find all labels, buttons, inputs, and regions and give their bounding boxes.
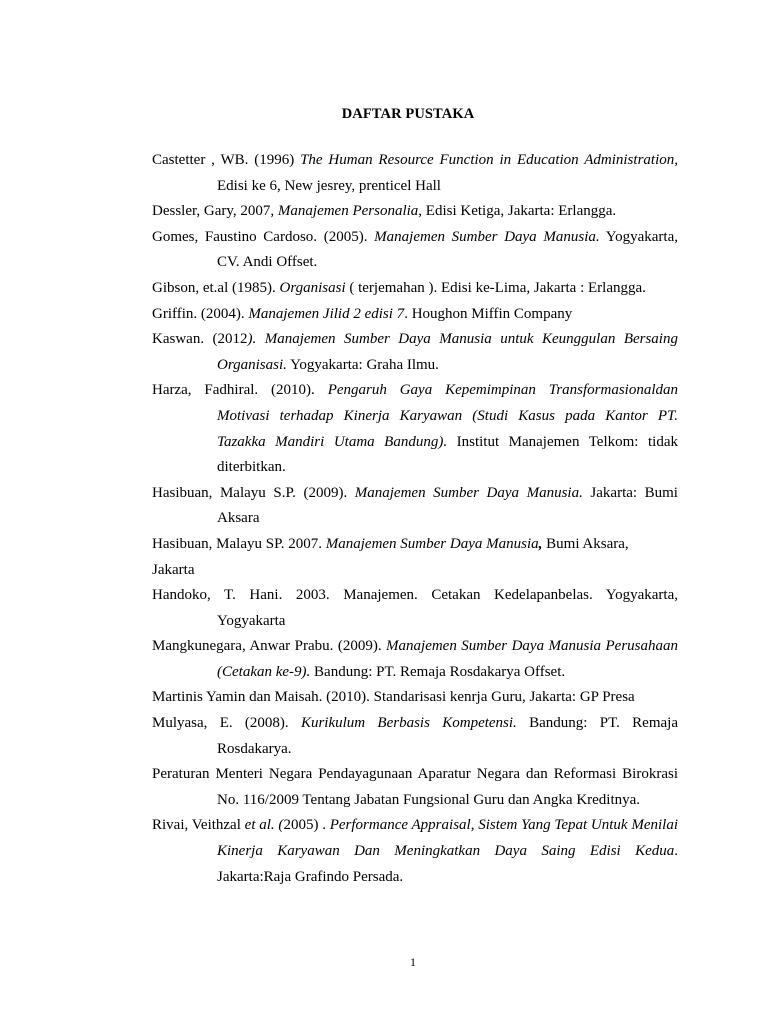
reference-text: Hasibuan, Malayu S.P. (2009). (152, 484, 355, 501)
reference-title: Manajemen Sumber Daya Manusia. (374, 228, 600, 245)
reference-item (152, 583, 678, 634)
reference-text: , (538, 535, 543, 552)
reference-text: Bumi Aksara, (542, 535, 629, 552)
reference-title: ). Manajemen Sumber Daya Manusia untuk Keunggulan Bersaing Organisasi. (217, 331, 678, 373)
reference-item (152, 302, 678, 328)
reference-text: Gomes, Faustino Cardoso. (2005). (152, 228, 375, 245)
reference-item (152, 532, 678, 558)
reference-item (152, 711, 678, 762)
reference-text: Bandung: PT. Remaja Rosdakarya. (217, 715, 678, 757)
reference-item (152, 762, 678, 813)
reference-item (152, 813, 678, 890)
reference-text: Yogyakarta: Graha Ilmu. (286, 356, 439, 373)
reference-item (152, 327, 678, 378)
reference-item (152, 148, 678, 199)
reference-list (152, 148, 678, 890)
reference-title: The Human Resource Function in Education Administration (300, 152, 675, 168)
reference-text: Handoko, T. Hani. 2003. Manajemen. Cetakan Kedelapanbelas. Yogyakarta, Yogyakarta (152, 587, 678, 629)
reference-item (152, 481, 678, 532)
reference-text: 2005) . (283, 817, 330, 834)
reference-text: Dessler, Gary, 2007, (152, 203, 278, 220)
reference-item (152, 225, 678, 276)
reference-text: Hasibuan, Malayu SP. 2007. (152, 535, 326, 552)
reference-text: , Edisi Ketiga, Jakarta: Erlangga. (418, 203, 617, 220)
reference-text: Griffin. (2004). (152, 305, 249, 322)
reference-title: Kurikulum Berbasis Kompetensi. (300, 715, 517, 732)
reference-text: Kaswan. (2012 (152, 331, 248, 348)
reference-text: Yogyakarta, CV. Andi Offset. (217, 228, 678, 271)
reference-text: Jakarta (152, 561, 195, 578)
reference-item (152, 199, 678, 225)
reference-text: Gibson, et.al (1985). (152, 279, 280, 296)
reference-title: Pengaruh Gaya Kepemimpinan Transformasionaldan Motivasi terhadap Kinerja Karyawan (Studi Kasus pada Kantor PT. Tazakka Mandiri Utama Bandung). (217, 382, 679, 450)
reference-title: Manajemen Sumber Daya Manusia (325, 535, 539, 552)
reference-item (152, 378, 678, 480)
reference-text: ( terjemahan ). Edisi ke-Lima, Jakarta : Erlangga. (345, 279, 646, 296)
reference-title: Manajemen Jilid 2 edisi 7 (248, 305, 405, 322)
reference-continuation (152, 558, 678, 584)
reference-text: Rivai, Veithzal (152, 817, 245, 834)
reference-title: Manajemen Sumber Daya Manusia Perusahaan (Cetakan ke-9). (217, 638, 678, 680)
reference-text: Jakarta: Bumi Aksara (217, 484, 678, 527)
reference-item (152, 634, 678, 685)
reference-text: Bandung: PT. Remaja Rosdakarya Offset. (310, 663, 566, 680)
reference-text: Mulyasa, E. (2008). (152, 715, 301, 732)
reference-text: . Houghon Miffin Company (404, 305, 573, 322)
reference-text: Peraturan Menteri Negara Pendayagunaan Aparatur Negara dan Reformasi Birokrasi No. 116/2009 Tentang Jabatan Fungsional Guru dan Angka Kreditnya. (152, 766, 678, 808)
page-title: DAFTAR PUSTAKA (341, 106, 475, 122)
reference-text: , Edisi ke 6, New jesrey, prenticel Hall (217, 152, 678, 194)
page-number: 1 (410, 955, 416, 969)
reference-title: Organisasi (279, 279, 346, 296)
reference-text: Institut Manajemen Telkom: tidak diterbitkan. (217, 433, 678, 476)
reference-text: Mangkunegara, Anwar Prabu. (2009). (152, 638, 387, 655)
reference-title: Manajemen Personalia (277, 203, 419, 220)
reference-title: Performance Appraisal, Sistem Yang Tepat Untuk Menilai Kinerja Karyawan Dan Meningkatkan Daya Saing Edisi Kedua (217, 817, 678, 860)
reference-title: et al. ( (244, 817, 284, 834)
reference-text: Martinis Yamin dan Maisah. (2010). Standarisasi kenrja Guru, Jakarta: GP Presa (152, 689, 635, 706)
reference-title: Manajemen Sumber Daya Manusia. (354, 484, 583, 501)
reference-item (152, 685, 678, 711)
reference-item (152, 276, 678, 302)
reference-text: . Jakarta:Raja Grafindo Persada. (217, 843, 678, 885)
reference-text: Castetter , WB. (1996) (152, 152, 301, 168)
reference-text: Harza, Fadhiral. (2010). (152, 382, 328, 399)
